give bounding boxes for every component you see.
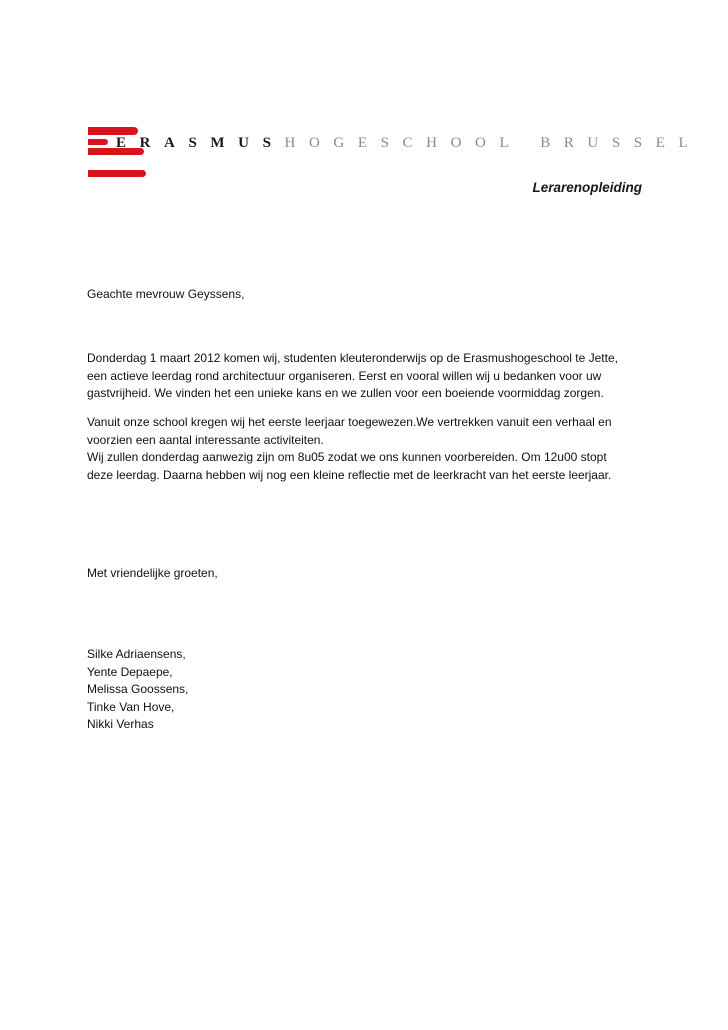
signatory-name: Tinke Van Hove, bbox=[87, 699, 175, 714]
signatory-name: Yente Depaepe, bbox=[87, 664, 173, 679]
paragraph-line: Wij zullen donderdag aanwezig zijn om 8u05 zodat we ons kunnen voorbereiden. Om 12u00 stopt bbox=[87, 450, 607, 464]
paragraph-line: deze leerdag. Daarna hebben wij nog een kleine reflectie met de leerkracht van het eerste leerjaar. bbox=[87, 467, 612, 482]
paragraph-line: voorzien een aantal interessante activiteiten. bbox=[87, 432, 324, 447]
signatory-name: Nikki Verhas bbox=[87, 717, 154, 731]
school-logo bbox=[88, 124, 702, 184]
signatory-name: Silke Adriaensens, bbox=[87, 647, 186, 661]
logo-word-erasmus: ERASMUS bbox=[116, 135, 285, 151]
logo-stripe bbox=[88, 170, 146, 177]
closing: Met vriendelijke groeten, bbox=[87, 566, 218, 580]
paragraph-line: een actieve leerdag rond architectuur organiseren. Eerst en vooral willen wij u bedanken voor uw bbox=[87, 368, 602, 383]
signatories bbox=[87, 646, 188, 734]
paragraph-line: Donderdag 1 maart 2012 komen wij, studenten kleuteronderwijs op de Erasmushogeschool te Jette, bbox=[87, 351, 618, 365]
salutation: Geachte mevrouw Geyssens, bbox=[87, 287, 245, 301]
logo-word-hogeschool: HOGESCHOOL bbox=[284, 135, 523, 151]
paragraph-2 bbox=[87, 414, 612, 484]
department-name: Lerarenopleiding bbox=[532, 180, 642, 195]
logo-wordmark bbox=[116, 133, 701, 153]
logo-stripe bbox=[88, 139, 108, 145]
signatory-name: Melissa Goossens, bbox=[87, 682, 189, 696]
paragraph-1 bbox=[87, 350, 618, 403]
paragraph-line: gastvrijheid. We vinden het een unieke kans en we zullen voor een boeiende voormiddag zorgen. bbox=[87, 386, 604, 400]
logo-word-brussel: BRUSSEL bbox=[540, 135, 702, 151]
paragraph-line: Vanuit onze school kregen wij het eerste leerjaar toegewezen.We vertrekken vanuit een verhaal en bbox=[87, 415, 612, 429]
